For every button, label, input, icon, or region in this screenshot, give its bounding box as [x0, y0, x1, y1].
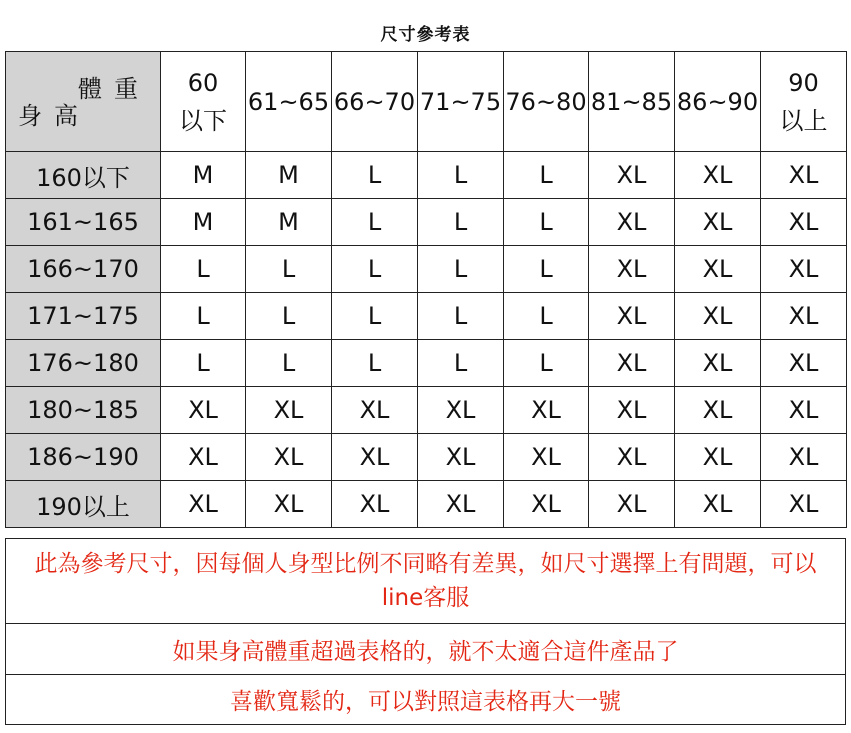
weight-header-cell — [589, 52, 675, 152]
height-range-cell: 161~165 — [6, 199, 161, 246]
size-cell: L — [418, 152, 504, 199]
size-cell: XL — [761, 152, 847, 199]
size-cell: L — [504, 246, 589, 293]
size-cell: XL — [589, 199, 675, 246]
size-cell: L — [332, 246, 418, 293]
size-cell: XL — [589, 152, 675, 199]
size-cell: XL — [761, 387, 847, 434]
size-cell: XL — [675, 387, 761, 434]
size-cell: XL — [675, 246, 761, 293]
weight-header-label: 71~75 — [419, 87, 502, 116]
size-cell: XL — [418, 387, 504, 434]
size-cell: L — [246, 340, 332, 387]
weight-header-cell — [418, 52, 504, 152]
weight-header-label: 以上 — [779, 106, 828, 135]
size-cell: XL — [761, 246, 847, 293]
size-cell: XL — [761, 434, 847, 481]
size-cell: XL — [418, 434, 504, 481]
table-row — [6, 387, 847, 434]
weight-axis-label: 體重 — [78, 75, 150, 103]
height-range-cell: 171~175 — [6, 293, 161, 340]
height-axis-label: 身高 — [18, 102, 90, 130]
weight-header-cell — [246, 52, 332, 152]
size-cell: XL — [246, 481, 332, 528]
size-cell: XL — [589, 434, 675, 481]
notes-table — [5, 538, 846, 725]
weight-header-label: 61~65 — [247, 87, 330, 116]
size-cell: XL — [675, 293, 761, 340]
note-loose-fit: 喜歡寬鬆的，可以對照這表格再大一號 — [6, 675, 846, 725]
size-cell: M — [246, 152, 332, 199]
size-cell: XL — [589, 387, 675, 434]
table-row — [6, 434, 847, 481]
size-cell: XL — [332, 434, 418, 481]
height-range-cell: 160以下 — [6, 152, 161, 199]
size-cell: L — [504, 199, 589, 246]
size-cell: XL — [161, 481, 246, 528]
size-cell: XL — [418, 481, 504, 528]
height-range-cell: 190以上 — [6, 481, 161, 528]
table-row — [6, 481, 847, 528]
size-cell: XL — [504, 481, 589, 528]
size-cell: L — [332, 293, 418, 340]
size-cell: XL — [761, 481, 847, 528]
size-cell: XL — [589, 340, 675, 387]
size-cell: L — [504, 340, 589, 387]
height-range-cell: 180~185 — [6, 387, 161, 434]
size-cell: L — [246, 293, 332, 340]
weight-header-cell — [761, 52, 847, 152]
size-cell: L — [418, 340, 504, 387]
size-cell: M — [161, 152, 246, 199]
size-cell: XL — [504, 387, 589, 434]
table-row — [6, 246, 847, 293]
size-cell: L — [332, 199, 418, 246]
size-cell: XL — [761, 199, 847, 246]
size-cell: XL — [675, 152, 761, 199]
size-cell: XL — [589, 246, 675, 293]
size-cell: XL — [504, 434, 589, 481]
size-table — [5, 51, 847, 528]
size-cell: XL — [161, 387, 246, 434]
chart-title: 尺寸參考表 — [380, 25, 471, 45]
weight-header-cell — [332, 52, 418, 152]
weight-header-label: 以下 — [179, 106, 227, 135]
size-cell: M — [161, 199, 246, 246]
size-cell: L — [246, 246, 332, 293]
height-range-cell: 166~170 — [6, 246, 161, 293]
size-cell: XL — [675, 199, 761, 246]
note-reference: 此為參考尺寸，因每個人身型比例不同略有差異，如尺寸選擇上有問題，可以line客服 — [6, 539, 846, 624]
corner-header-cell — [6, 52, 161, 152]
size-cell: XL — [161, 434, 246, 481]
size-cell: XL — [589, 293, 675, 340]
weight-header-label: 60 — [187, 68, 219, 97]
size-cell: L — [504, 293, 589, 340]
size-cell: XL — [332, 481, 418, 528]
size-cell: M — [246, 199, 332, 246]
table-row — [6, 293, 847, 340]
size-cell: L — [161, 340, 246, 387]
size-cell: L — [418, 199, 504, 246]
size-cell: L — [418, 246, 504, 293]
size-cell: L — [418, 293, 504, 340]
weight-header-cell — [161, 52, 246, 152]
table-row — [6, 340, 847, 387]
size-cell: L — [504, 152, 589, 199]
size-cell: XL — [761, 293, 847, 340]
size-cell: XL — [332, 387, 418, 434]
weight-header-label: 90 — [788, 68, 819, 97]
size-cell: L — [332, 152, 418, 199]
weight-header-cell — [675, 52, 761, 152]
height-range-cell: 176~180 — [6, 340, 161, 387]
size-cell: XL — [246, 387, 332, 434]
weight-header-label: 66~70 — [333, 87, 416, 116]
size-cell: XL — [761, 340, 847, 387]
size-cell: XL — [675, 481, 761, 528]
weight-header-label: 86~90 — [676, 87, 759, 116]
size-cell: XL — [246, 434, 332, 481]
size-cell: XL — [675, 434, 761, 481]
weight-header-cell — [504, 52, 589, 152]
size-cell: L — [161, 293, 246, 340]
weight-header-label: 76~80 — [505, 87, 587, 116]
height-range-cell: 186~190 — [6, 434, 161, 481]
size-cell: XL — [675, 340, 761, 387]
size-cell: XL — [589, 481, 675, 528]
table-row — [6, 199, 847, 246]
size-cell: L — [161, 246, 246, 293]
weight-header-label: 81~85 — [590, 87, 673, 116]
note-oversize: 如果身高體重超過表格的，就不太適合這件產品了 — [6, 624, 846, 675]
table-row — [6, 152, 847, 199]
size-cell: L — [332, 340, 418, 387]
